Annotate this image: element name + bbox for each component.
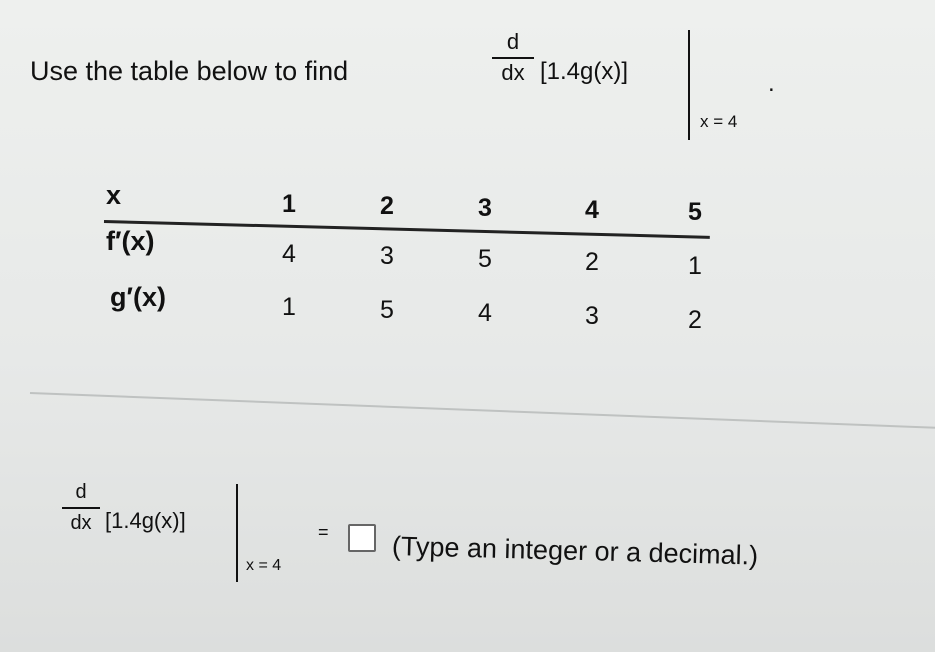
fraction-bar bbox=[492, 57, 534, 59]
answer-derivative-numerator: d bbox=[75, 481, 87, 503]
derivative-operator bbox=[492, 30, 534, 85]
answer-input[interactable] bbox=[348, 524, 376, 552]
equals-sign: = bbox=[318, 522, 329, 542]
table-cell: 1 bbox=[282, 293, 296, 321]
answer-format-hint: (Type an integer or a decimal.) bbox=[391, 531, 759, 571]
answer-derivative-operator bbox=[62, 480, 100, 535]
table-row-label-g-prime: g′(x) bbox=[110, 282, 166, 312]
table-header-3: 3 bbox=[478, 194, 492, 222]
evaluation-bar bbox=[688, 30, 690, 140]
table-header-2: 2 bbox=[380, 192, 394, 220]
prompt-period: . bbox=[768, 70, 775, 97]
table-cell: 5 bbox=[380, 296, 394, 324]
table-row-label-f-prime: f′(x) bbox=[106, 226, 155, 256]
table-cell: 5 bbox=[478, 245, 492, 273]
table-cell: 4 bbox=[478, 299, 492, 327]
table-header-5: 5 bbox=[688, 198, 702, 226]
derivative-numerator: d bbox=[506, 29, 520, 54]
table-header-rule bbox=[104, 220, 710, 239]
prompt-expression: [1.4g(x)] bbox=[540, 58, 629, 85]
question-prompt: Use the table below to find bbox=[30, 56, 349, 86]
answer-evaluation-point: x = 4 bbox=[246, 557, 282, 574]
table-cell: 3 bbox=[585, 302, 599, 330]
table-header-x: x bbox=[106, 180, 122, 210]
table-header-1: 1 bbox=[282, 190, 296, 218]
table-cell: 4 bbox=[282, 240, 296, 268]
table-cell: 2 bbox=[688, 306, 702, 334]
table-header-4: 4 bbox=[585, 196, 599, 224]
section-divider bbox=[30, 392, 935, 429]
prompt-evaluation-point: x = 4 bbox=[700, 112, 738, 131]
table-cell: 3 bbox=[380, 242, 394, 270]
answer-derivative-denominator: dx bbox=[70, 512, 92, 534]
answer-evaluation-bar bbox=[236, 484, 238, 582]
table-cell: 2 bbox=[585, 248, 599, 276]
answer-expression: [1.4g(x)] bbox=[105, 508, 186, 533]
derivative-denominator: dx bbox=[501, 60, 525, 85]
answer-fraction-bar bbox=[62, 507, 100, 509]
table-cell: 1 bbox=[688, 252, 702, 280]
